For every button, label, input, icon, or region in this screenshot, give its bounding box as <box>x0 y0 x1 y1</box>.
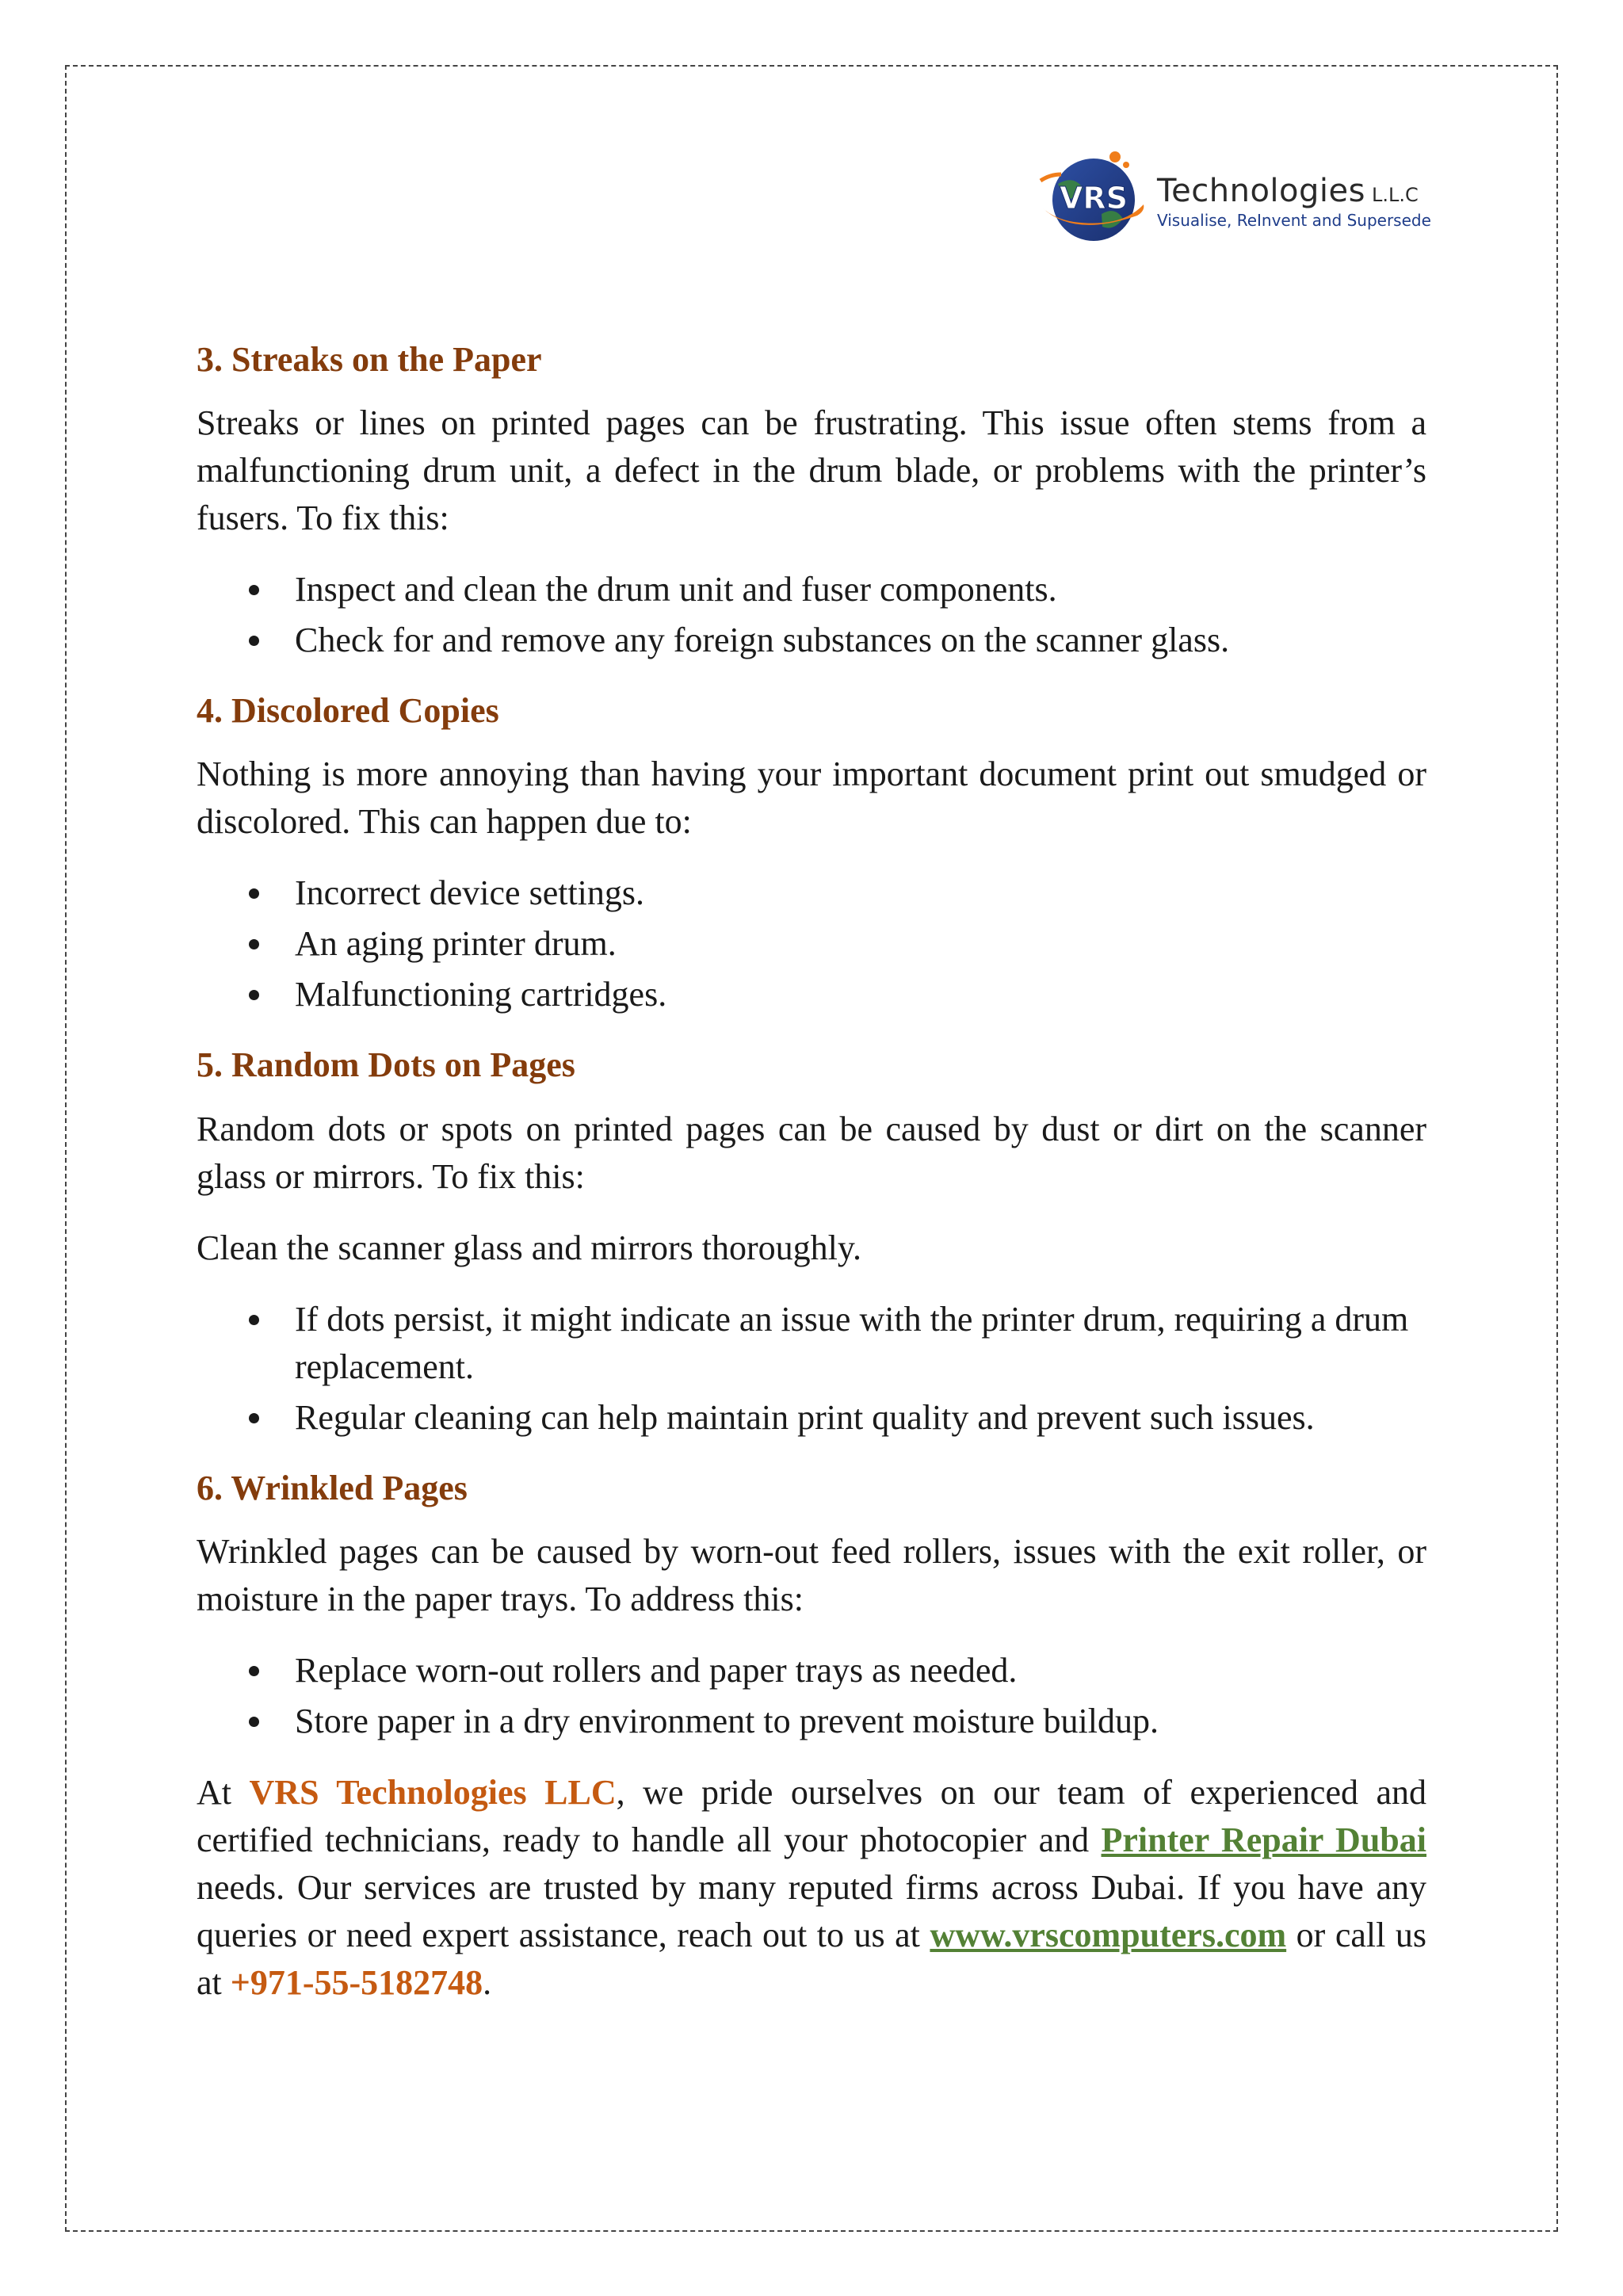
logo-letters: VRS <box>1059 181 1128 216</box>
list-item-text: Malfunctioning cartridges. <box>295 975 667 1014</box>
list-item-text: Incorrect device settings. <box>295 873 645 913</box>
closing-text: . <box>483 1962 492 2002</box>
section-paragraph: Streaks or lines on printed pages can be frustrating. This issue often stems from a malfunctioning drum unit, a defect in the drum blade, or problems with the printer’s fusers. To fix this: <box>197 403 1426 538</box>
list-item-text: Replace worn-out rollers and paper trays as needed. <box>295 1650 1018 1690</box>
bullet-icon <box>249 939 259 949</box>
list-item <box>295 1394 1426 1442</box>
list-item-text: Check for and remove any foreign substances on the scanner glass. <box>295 621 1230 660</box>
bullet-list <box>197 869 1426 1018</box>
logo-tagline: Visualise, ReInvent and Supersede <box>1157 211 1431 230</box>
globe-logo-icon <box>1026 143 1161 262</box>
list-item-text: Regular cleaning can help maintain print quality and prevent such issues. <box>295 1397 1315 1437</box>
section-paragraph: Clean the scanner glass and mirrors thoroughly. <box>197 1228 862 1267</box>
closing-text: , we pride ourselves on our team of experienced and certified technicians, ready to handle all your photocopier and <box>197 1772 1427 1859</box>
list-item <box>295 869 1426 917</box>
closing-paragraph <box>197 1769 1426 2007</box>
phone-number: +971-55-5182748 <box>230 1962 483 2002</box>
bullet-icon <box>249 1413 259 1423</box>
section-paragraph: Nothing is more annoying than having your important document print out smudged or discolored. This can happen due to: <box>197 755 1426 842</box>
list-item <box>295 920 1426 968</box>
bullet-icon <box>249 990 259 1000</box>
section-heading: 6. Wrinkled Pages <box>197 1468 468 1507</box>
section-heading: 4. Discolored Copies <box>197 691 499 731</box>
section-heading: 5. Random Dots on Pages <box>197 1045 575 1085</box>
document-body <box>197 337 1426 2030</box>
list-item <box>295 1698 1426 1745</box>
bullet-list <box>197 566 1426 664</box>
list-item <box>295 617 1426 664</box>
list-item-text: Store paper in a dry environment to prevent moisture buildup. <box>295 1701 1159 1740</box>
list-item <box>295 971 1426 1018</box>
closing-text: or call us at <box>197 1915 1426 2002</box>
section-paragraph: Random dots or spots on printed pages can be caused by dust or dirt on the scanner glass or mirrors. To fix this: <box>197 1109 1426 1196</box>
list-item-text: An aging printer drum. <box>295 924 617 964</box>
list-item <box>295 1647 1426 1694</box>
bullet-list <box>197 1647 1426 1745</box>
logo-name: Technologies <box>1157 173 1365 209</box>
bullet-icon <box>249 585 259 595</box>
printer-repair-dubai-link[interactable]: Printer Repair Dubai <box>1101 1820 1426 1859</box>
list-item-text: If dots persist, it might indicate an issue with the printer drum, requiring a drum replacement. <box>295 1299 1409 1386</box>
closing-text: needs. Our services are trusted by many reputed firms across Dubai. If you have any queries or need expert assistance, reach out to us at <box>197 1867 1426 1954</box>
closing-text: At <box>197 1772 250 1812</box>
bullet-icon <box>249 1666 259 1676</box>
section-heading: 3. Streaks on the Paper <box>197 340 542 379</box>
bullet-icon <box>249 1717 259 1727</box>
website-link[interactable]: www.vrscomputers.com <box>930 1915 1287 1954</box>
bullet-icon <box>249 1315 259 1325</box>
list-item <box>295 566 1426 613</box>
logo-text <box>1157 173 1431 230</box>
bullet-icon <box>249 888 259 899</box>
bullet-icon <box>249 636 259 646</box>
brand-name: VRS Technologies LLC <box>249 1772 617 1812</box>
section-paragraph: Wrinkled pages can be caused by worn-out feed rollers, issues with the exit roller, or moisture in the paper trays. To address this: <box>197 1531 1426 1618</box>
bullet-list <box>197 1296 1426 1442</box>
company-logo <box>1026 143 1438 262</box>
logo-suffix: L.L.C <box>1371 184 1419 206</box>
list-item-text: Inspect and clean the drum unit and fuser components. <box>295 570 1057 609</box>
list-item <box>295 1296 1426 1391</box>
